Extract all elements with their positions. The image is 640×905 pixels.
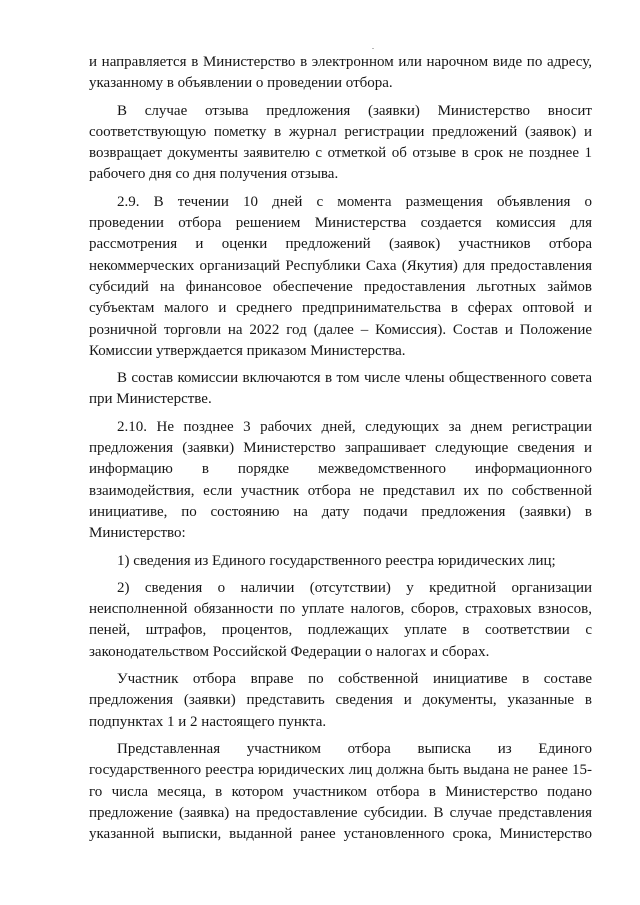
paragraph <box>89 669 592 733</box>
text-line: 2) сведения о наличии (отсутствии) у кредитной организации <box>117 579 592 596</box>
text-line: 2.9. В течении 10 дней с момента размещения объявления о <box>117 193 592 210</box>
text-line: законодательством Российской Федерации о налогах и сборах. <box>89 643 490 660</box>
paragraph <box>89 417 592 545</box>
text-line: розничной торговли на 2022 год (далее – Комиссия). Состав и Положение <box>89 321 592 338</box>
text-line: предложения (заявки) представить сведения и документы, указанные в <box>89 692 592 709</box>
text-line: Представленная участником отбора выписка из Единого <box>117 740 592 757</box>
text-line: рабочего дня со дня получения отзыва. <box>89 166 339 183</box>
paragraph <box>89 578 592 663</box>
paragraph <box>89 192 592 362</box>
paragraph <box>89 739 592 845</box>
text-line: 1) сведения из Единого государственного реестра юридических лиц; <box>117 552 556 569</box>
paragraph <box>89 101 592 186</box>
text-line: указанному в объявлении о проведении отбора. <box>89 75 393 92</box>
scan-speck <box>372 48 374 49</box>
text-line: предложение (заявка) на предоставление субсидии. В случае представления <box>89 804 592 821</box>
text-line: В состав комиссии включаются в том числе члены общественного совета <box>117 370 592 387</box>
text-line: указанной выписки, выданной ранее установленного срока, Министерство <box>89 826 592 843</box>
text-line: соответствующую пометку в журнал регистрации предложений (заявок) и <box>89 123 592 140</box>
text-line: субъектам малого и среднего предпринимательства в сферах оптовой и <box>89 300 592 317</box>
document-body <box>89 52 592 845</box>
paragraph <box>89 52 592 95</box>
text-line: го числа месяца, в котором участником отбора в Министерство подано <box>89 783 592 800</box>
text-line: неисполненной обязанности по уплате налогов, сборов, страховых взносов, <box>89 601 592 618</box>
text-line: Министерство: <box>89 525 186 542</box>
text-line: возвращает документы заявителю с отметкой об отзыве в срок не позднее 1 <box>89 145 592 162</box>
text-line: и направляется в Министерство в электронном или нарочном виде по адресу, <box>89 54 592 70</box>
text-line: некоммерческих организаций Республики Саха (Якутия) для предоставления <box>89 257 592 274</box>
text-line: рассмотрения и оценки предложений (заявок) участников отбора <box>89 236 592 253</box>
text-line: пеней, штрафов, процентов, подлежащих уплате в соответствии с <box>89 622 592 639</box>
text-line: при Министерстве. <box>89 391 212 408</box>
text-line: 2.10. Не позднее 3 рабочих дней, следующих за днем регистрации <box>117 418 592 435</box>
text-line: Участник отбора вправе по собственной инициативе в составе <box>117 671 592 688</box>
text-line: предложения (заявки) Министерство запрашивает следующие сведения и <box>89 440 592 457</box>
paragraph <box>89 551 592 572</box>
text-line: государственного реестра юридических лиц должна быть выдана не ранее 15- <box>89 762 592 779</box>
text-line: информацию в порядке межведомственного информационного <box>89 461 592 478</box>
text-line: проведении отбора решением Министерства создается комиссия для <box>89 215 592 232</box>
text-line: В случае отзыва предложения (заявки) Министерство вносит <box>117 102 592 119</box>
text-line: взаимодействия, если участник отбора не представил их по собственной <box>89 482 592 499</box>
text-line: инициативе, по состоянию на дату подачи предложения (заявки) в <box>89 503 592 520</box>
text-line: Комиссии утверждается приказом Министерства. <box>89 342 406 359</box>
text-line: субсидий на финансовое обеспечение предоставления льготных займов <box>89 278 592 295</box>
paragraph <box>89 368 592 411</box>
text-line: подпунктах 1 и 2 настоящего пункта. <box>89 713 327 730</box>
